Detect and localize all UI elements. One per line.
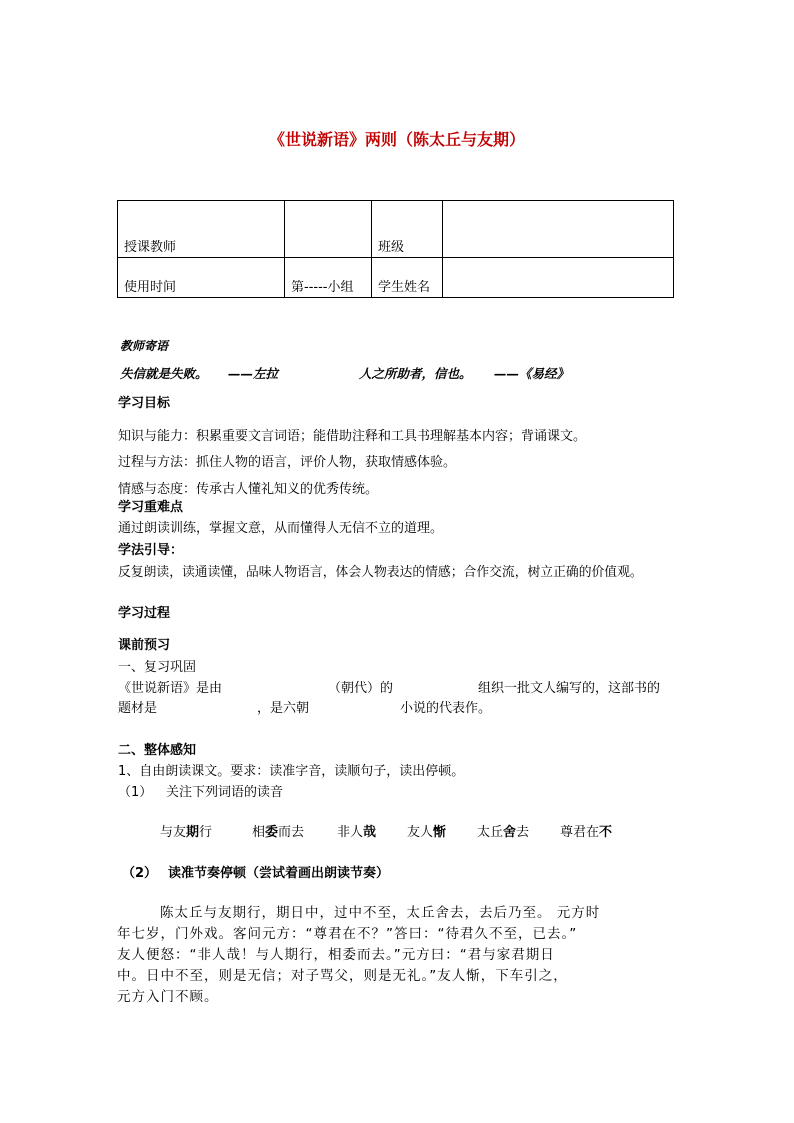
teacher-label: 授课教师 bbox=[118, 201, 285, 258]
word-item: 与友期行 bbox=[160, 825, 213, 840]
teacher-message-heading: 教师寄语 bbox=[120, 339, 169, 353]
passage-line: 元方入门不顾。 bbox=[117, 989, 219, 1005]
passage-line: 友人便怒：“非人哉！与人期行，相委而去。”元方曰：“君与家君期日 bbox=[117, 947, 555, 963]
page-title: 《世说新语》两则（陈太丘与友期） bbox=[268, 130, 525, 149]
objective-knowledge: 知识与能力：积累重要文言词语；能借助注释和工具书理解基本内容；背诵课文。 bbox=[118, 429, 587, 444]
method-heading: 学法引导： bbox=[118, 543, 184, 558]
group-label: 第-----小组 bbox=[285, 258, 372, 298]
fill-line-1a: 《世说新语》是由 bbox=[118, 681, 223, 696]
word-item: 相委而去 bbox=[252, 825, 305, 840]
quote-2-author: ——《易经》 bbox=[494, 366, 570, 381]
word-item: 尊君在不 bbox=[560, 825, 613, 840]
fill-line-1c: 组织一批文人编写的，这部书的 bbox=[478, 681, 661, 696]
key-points-heading: 学习重难点 bbox=[118, 500, 184, 515]
student-label: 学生姓名 bbox=[372, 258, 443, 298]
class-label: 班级 bbox=[372, 201, 443, 258]
sub2-number: （2） bbox=[122, 866, 158, 881]
quote-2: 人之所助者，信也。 bbox=[359, 366, 472, 381]
time-label: 使用时间 bbox=[118, 258, 285, 298]
teacher-value[interactable] bbox=[285, 201, 372, 258]
passage-line: 年七岁，门外戏。客问元方：“尊君在不？”答曰：“待君久不至，已去。” bbox=[117, 926, 578, 942]
class-value[interactable] bbox=[443, 201, 674, 258]
overall-heading: 二、整体感知 bbox=[118, 743, 197, 758]
overall-task: 1、自由朗读课文。要求：读准字音，读顺句子，读出停顿。 bbox=[118, 764, 465, 779]
preview-heading: 课前预习 bbox=[118, 638, 171, 653]
sub1-number: （1） bbox=[118, 785, 153, 800]
objective-attitude: 情感与态度：传承古人懂礼知义的优秀传统。 bbox=[118, 482, 379, 497]
info-table bbox=[117, 200, 674, 298]
sub2-text: 读准节奏停顿（尝试着画出朗读节奏） bbox=[168, 866, 390, 881]
student-value[interactable] bbox=[443, 258, 674, 298]
method-text: 反复朗读，读通读懂，品味人物语言，体会人物表达的情感；合作交流，树立正确的价值观。 bbox=[118, 565, 643, 580]
passage-line: 中。日中不至，则是无信；对子骂父，则是无礼。”友人惭，下车引之， bbox=[117, 968, 568, 984]
quote-1: 失信就是失败。 bbox=[120, 366, 208, 381]
fill-line-2c: 小说的代表作。 bbox=[400, 701, 492, 716]
passage-line: 陈太丘与友期行，期日中，过中不至，太丘舍去，去后乃至。 元方时 bbox=[160, 905, 601, 921]
objectives-heading: 学习目标 bbox=[118, 396, 171, 411]
word-item: 太丘舍去 bbox=[477, 825, 530, 840]
quote-1-author: ——左拉 bbox=[228, 366, 279, 381]
review-heading: 一、复习巩固 bbox=[118, 660, 197, 675]
fill-line-1b: （朝代）的 bbox=[328, 681, 394, 696]
sub1-text: 关注下列词语的读音 bbox=[166, 785, 284, 800]
word-item: 友人惭 bbox=[407, 825, 447, 840]
word-item: 非人哉 bbox=[337, 825, 377, 840]
fill-line-2a: 题材是 bbox=[118, 701, 158, 716]
fill-line-2b: ，是六朝 bbox=[257, 701, 310, 716]
process-heading: 学习过程 bbox=[118, 606, 171, 621]
key-points-text: 通过朗读训练，掌握文意，从而懂得人无信不立的道理。 bbox=[118, 521, 444, 536]
objective-process: 过程与方法：抓住人物的语言，评价人物，获取情感体验。 bbox=[118, 455, 457, 470]
